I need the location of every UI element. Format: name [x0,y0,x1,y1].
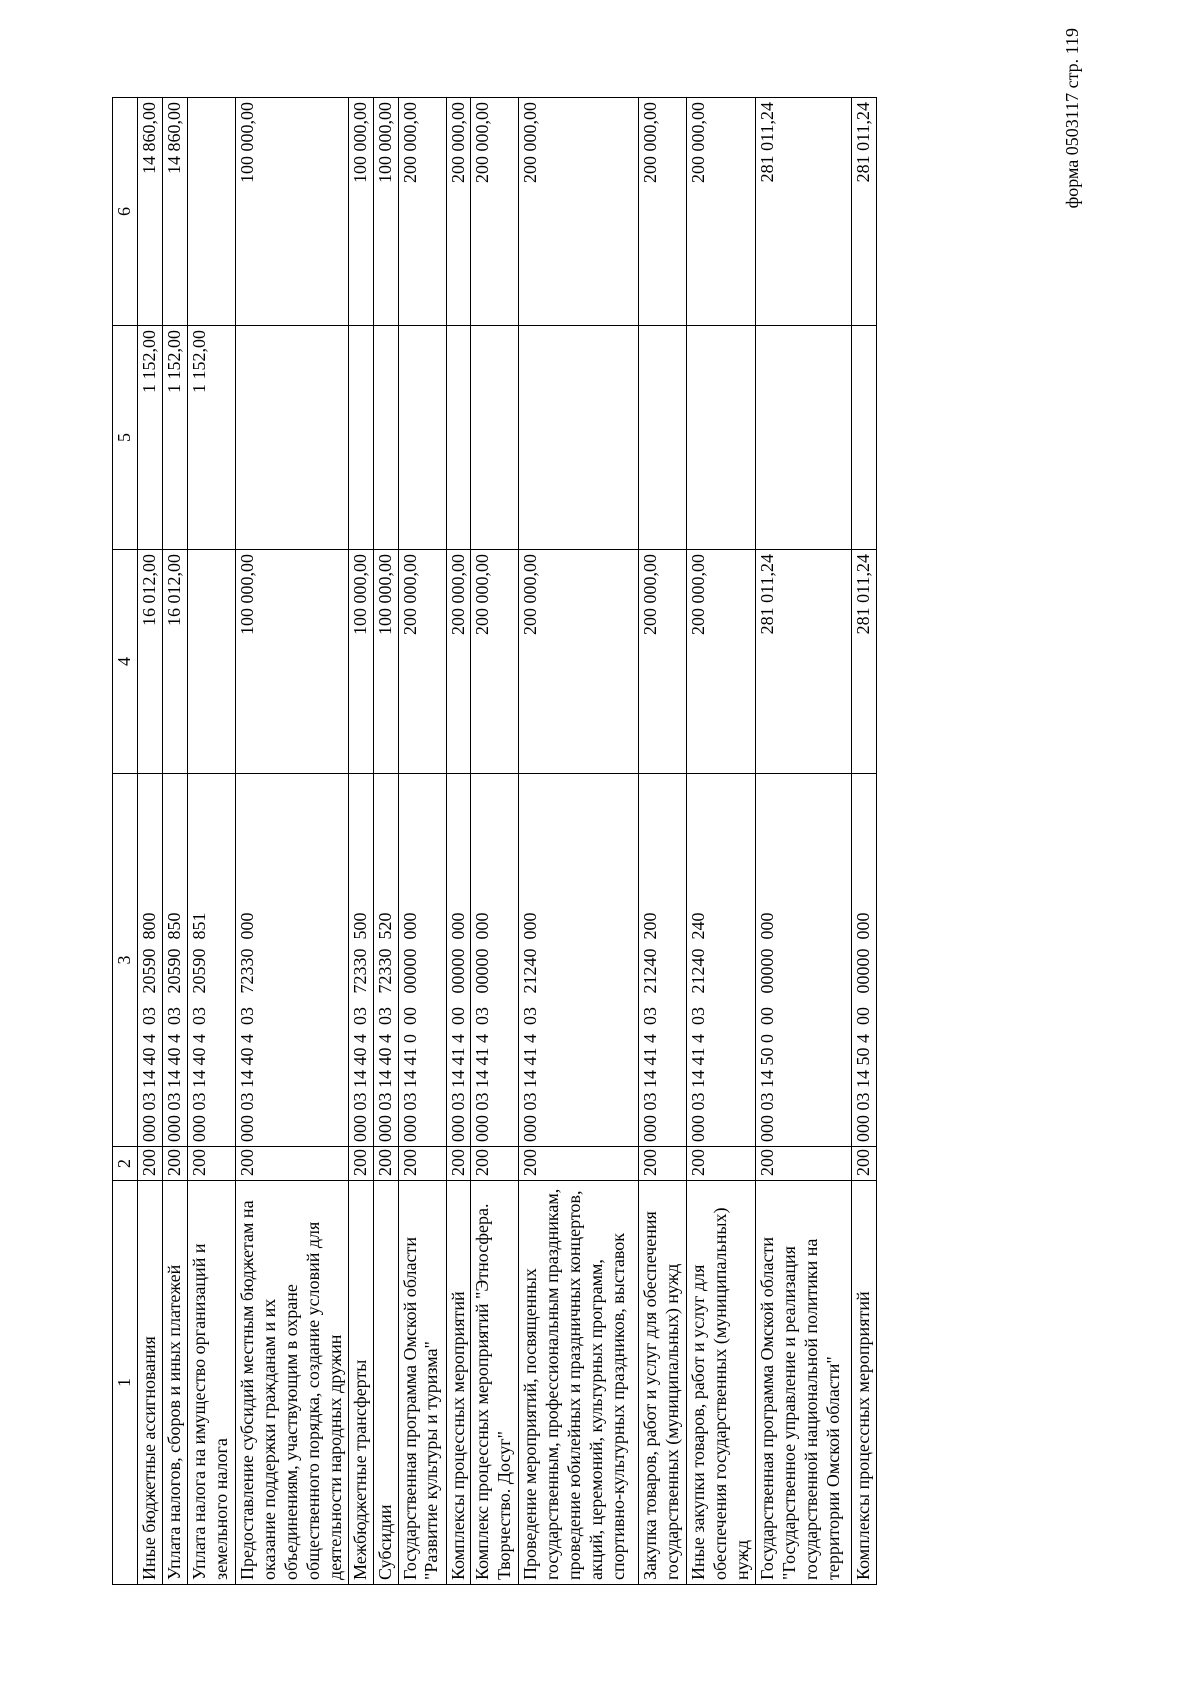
row-executed-amount [639,326,687,550]
table-row [471,98,519,1585]
table-row [519,98,639,1585]
row-line-code: 200 [687,1147,756,1181]
row-line-code: 200 [756,1147,852,1181]
row-unexecuted-amount: 200 000,00 [471,98,519,326]
table-container [112,98,970,1585]
row-budget-code: 000 03 14 40 4 03 72330 000 [235,774,348,1147]
row-executed-amount: 1 152,00 [137,326,162,550]
row-line-code: 200 [187,1147,235,1181]
row-executed-amount: 1 152,00 [162,326,187,550]
table-row [639,98,687,1585]
row-name: Комплексы процессных мероприятий [446,1181,471,1585]
row-budget-code: 000 03 14 50 4 00 00000 000 [852,774,877,1147]
row-approved-amount: 200 000,00 [446,550,471,774]
row-name: Государственная программа Омской области "Государственное управление и реализация государственной национальной политики на территории Омской области" [756,1181,852,1585]
row-budget-code: 000 03 14 40 4 03 72330 520 [373,774,398,1147]
row-unexecuted-amount: 200 000,00 [687,98,756,326]
row-unexecuted-amount: 200 000,00 [398,98,446,326]
row-executed-amount [471,326,519,550]
row-approved-amount: 200 000,00 [398,550,446,774]
report-table [112,97,877,1585]
row-line-code: 200 [235,1147,348,1181]
row-line-code: 200 [471,1147,519,1181]
row-unexecuted-amount: 14 860,00 [137,98,162,326]
table-row [137,98,162,1585]
row-name: Уплата налога на имущество организаций и земельного налога [187,1181,235,1585]
row-executed-amount [446,326,471,550]
row-name: Иные бюджетные ассигнования [137,1181,162,1585]
row-approved-amount: 16 012,00 [137,550,162,774]
row-budget-code: 000 03 14 40 4 03 20590 850 [162,774,187,1147]
row-name: Государственная программа Омской области "Развитие культуры и туризма" [398,1181,446,1585]
row-unexecuted-amount: 281 011,24 [852,98,877,326]
column-number: 4 [113,550,138,774]
row-budget-code: 000 03 14 50 0 00 00000 000 [756,774,852,1147]
table-row [348,98,373,1585]
row-executed-amount: 1 152,00 [187,326,235,550]
row-line-code: 200 [162,1147,187,1181]
row-unexecuted-amount: 14 860,00 [162,98,187,326]
row-approved-amount: 281 011,24 [756,550,852,774]
table-row [398,98,446,1585]
table-row [756,98,852,1585]
row-approved-amount: 100 000,00 [348,550,373,774]
row-budget-code: 000 03 14 41 4 03 21240 000 [519,774,639,1147]
row-line-code: 200 [639,1147,687,1181]
table-row [235,98,348,1585]
row-line-code: 200 [446,1147,471,1181]
row-approved-amount: 100 000,00 [373,550,398,774]
row-budget-code: 000 03 14 40 4 03 20590 851 [187,774,235,1147]
row-approved-amount: 200 000,00 [687,550,756,774]
column-number: 2 [113,1147,138,1181]
row-name: Комплексы процессных мероприятий [852,1181,877,1585]
table-row [446,98,471,1585]
table-row [687,98,756,1585]
row-budget-code: 000 03 14 41 4 03 21240 200 [639,774,687,1147]
row-executed-amount [398,326,446,550]
row-approved-amount: 281 011,24 [852,550,877,774]
table-row [162,98,187,1585]
row-executed-amount [852,326,877,550]
row-approved-amount [187,550,235,774]
row-approved-amount: 200 000,00 [639,550,687,774]
row-name: Межбюджетные трансферты [348,1181,373,1585]
column-number-row [113,98,138,1585]
row-name: Уплата налогов, сборов и иных платежей [162,1181,187,1585]
row-line-code: 200 [852,1147,877,1181]
row-executed-amount [756,326,852,550]
page-header: форма 0503117 стр. 119 [1062,28,1082,209]
row-executed-amount [519,326,639,550]
row-name: Предоставление субсидий местным бюджетам на оказание поддержки гражданам и их объединениям, участвующим в охране общественного порядка, создание условий для деятельности народных дружин [235,1181,348,1585]
row-unexecuted-amount: 100 000,00 [235,98,348,326]
row-unexecuted-amount: 200 000,00 [519,98,639,326]
column-number: 3 [113,774,138,1147]
table-row [187,98,235,1585]
row-unexecuted-amount: 200 000,00 [446,98,471,326]
row-line-code: 200 [373,1147,398,1181]
column-number: 1 [113,1181,138,1585]
row-executed-amount [348,326,373,550]
row-unexecuted-amount: 100 000,00 [348,98,373,326]
row-unexecuted-amount [187,98,235,326]
row-line-code: 200 [348,1147,373,1181]
row-line-code: 200 [519,1147,639,1181]
row-executed-amount [687,326,756,550]
table-row [373,98,398,1585]
row-unexecuted-amount: 100 000,00 [373,98,398,326]
row-name: Иные закупки товаров, работ и услуг для обеспечения государственных (муниципальных) нужд [687,1181,756,1585]
row-approved-amount: 200 000,00 [519,550,639,774]
row-name: Субсидии [373,1181,398,1585]
row-approved-amount: 100 000,00 [235,550,348,774]
row-line-code: 200 [137,1147,162,1181]
row-name: Проведение мероприятий, посвященных государственным, профессиональным праздникам, проведение юбилейных и праздничных концертов, акций, церемоний, культурных программ, спортивно-культурных праздников, выставок [519,1181,639,1585]
column-number: 6 [113,98,138,326]
row-budget-code: 000 03 14 40 4 03 20590 800 [137,774,162,1147]
row-approved-amount: 200 000,00 [471,550,519,774]
row-budget-code: 000 03 14 41 4 03 00000 000 [471,774,519,1147]
row-budget-code: 000 03 14 41 0 00 00000 000 [398,774,446,1147]
column-number: 5 [113,326,138,550]
row-budget-code: 000 03 14 41 4 03 21240 240 [687,774,756,1147]
row-budget-code: 000 03 14 41 4 00 00000 000 [446,774,471,1147]
row-executed-amount [373,326,398,550]
table-row [852,98,877,1585]
row-budget-code: 000 03 14 40 4 03 72330 500 [348,774,373,1147]
row-line-code: 200 [398,1147,446,1181]
row-name: Комплекс процессных мероприятий "Этносфера. Творчество. Досуг" [471,1181,519,1585]
row-executed-amount [235,326,348,550]
row-name: Закупка товаров, работ и услуг для обеспечения государственных (муниципальных) нужд [639,1181,687,1585]
row-unexecuted-amount: 200 000,00 [639,98,687,326]
row-approved-amount: 16 012,00 [162,550,187,774]
row-unexecuted-amount: 281 011,24 [756,98,852,326]
